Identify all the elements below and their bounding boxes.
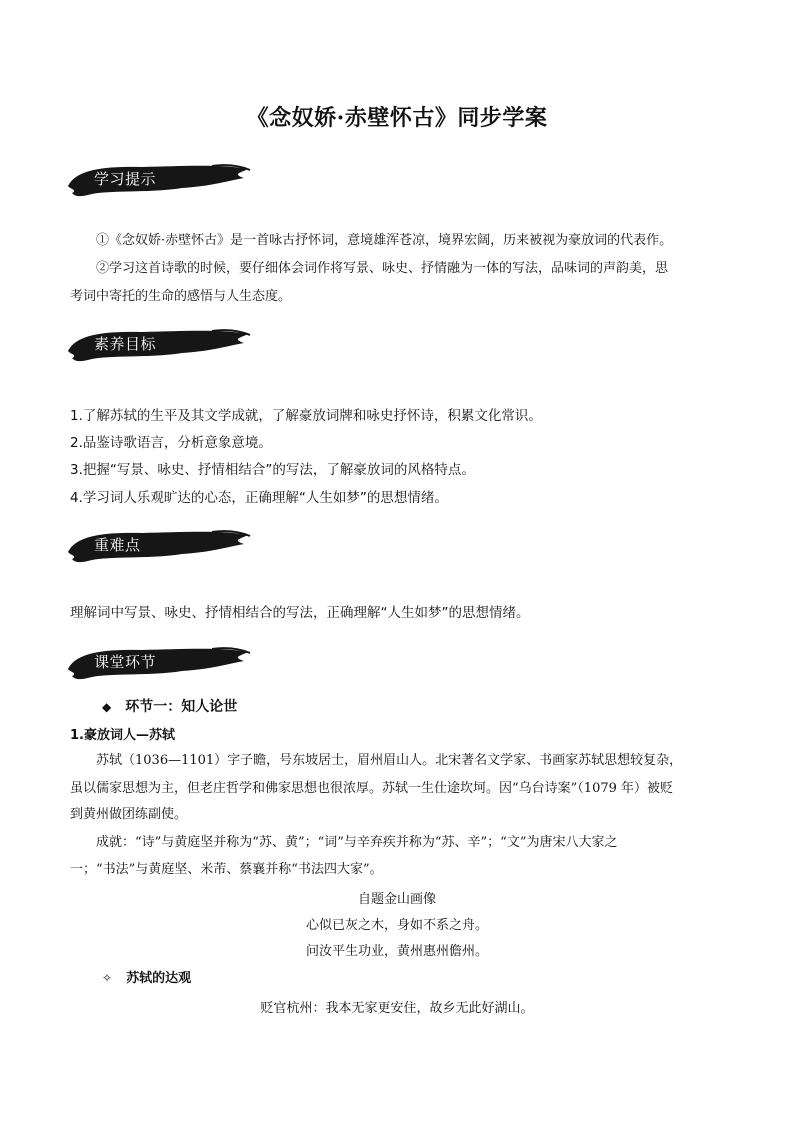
sub-heading-text: 苏轼的达观 xyxy=(126,971,192,986)
poem-title: 自题金山画像 xyxy=(357,892,436,907)
section-banner-tips xyxy=(62,160,252,200)
paragraph: 苏轼（1036—1101）字子瞻，号东坡居士，眉州眉山人。北宋著名文学家、书画家苏轼思想较复杂， xyxy=(96,753,683,768)
key-point-text: 理解词中写景、咏史、抒情相结合的写法，正确理解“人生如梦”的思想情绪。 xyxy=(70,605,530,621)
paragraph: 一；“书法”与黄庭坚、米芾、蔡襄并称“书法四大家”。 xyxy=(70,862,383,877)
section-heading: 课堂环节 xyxy=(94,653,157,671)
diamond-bullet-icon: ◆ xyxy=(102,700,112,714)
goal-item: 4.学习词人乐观旷达的心态，正确理解“人生如梦”的思想情绪。 xyxy=(70,490,448,506)
paragraph: 到黄州做团练副使。 xyxy=(70,807,188,822)
goal-item: 3.把握“写景、咏史、抒情相结合”的写法，了解豪放词的风格特点。 xyxy=(70,462,475,478)
section-heading: 素养目标 xyxy=(94,335,157,353)
section-heading: 重难点 xyxy=(94,536,141,554)
sparkle-bullet-icon: ✧ xyxy=(102,971,113,985)
poem-line: 心似已灰之木，身如不系之舟。 xyxy=(305,918,488,933)
step-heading xyxy=(102,696,237,716)
goal-item: 2.品鉴诗歌语言，分析意象意境。 xyxy=(70,435,272,451)
paragraph: 考词中寄托的生命的感悟与人生态度。 xyxy=(70,289,292,304)
section-banner-key xyxy=(62,526,252,566)
brush-stroke-icon xyxy=(62,325,252,365)
paragraph: ②学习这首诗歌的时候，要仔细体会词作将写景、咏史、抒情融为一体的写法，品味词的声韵美，思 xyxy=(96,261,669,276)
section-banner-goals xyxy=(62,325,252,365)
poem-line: 贬官杭州：我本无家更安住，故乡无此好湖山。 xyxy=(260,1001,534,1016)
page-title: 《念奴娇·赤壁怀古》同步学案 xyxy=(246,105,548,131)
brush-stroke-icon xyxy=(62,643,252,683)
poem-line: 问汝平生功业，黄州惠州儋州。 xyxy=(305,944,488,959)
goal-item: 1.了解苏轼的生平及其文学成就，了解豪放词牌和咏史抒怀诗，积累文化常识。 xyxy=(70,408,542,424)
paragraph: ①《念奴娇·赤壁怀古》是一首咏古抒怀词，意境雄浑苍凉，境界宏阔，历来被视为豪放词的代表作。 xyxy=(96,233,673,248)
paragraph: 虽以儒家思想为主，但老庄哲学和佛家思想也很浓厚。苏轼一生仕途坎坷。因“乌台诗案”（1079 年）被贬 xyxy=(70,781,674,796)
section-heading: 学习提示 xyxy=(94,170,157,188)
brush-stroke-icon xyxy=(62,526,252,566)
sub-heading-2 xyxy=(102,967,191,986)
step-title: 环节一：知人论世 xyxy=(125,699,238,715)
section-banner-class xyxy=(62,643,252,683)
brush-stroke-icon xyxy=(62,160,252,200)
paragraph: 成就：“诗”与黄庭坚并称为“苏、黄”；“词”与辛弃疾并称为“苏、辛”；“文”为唐宋八大家之 xyxy=(96,835,618,850)
sub-heading: 1.豪放词人—苏轼 xyxy=(70,728,175,743)
